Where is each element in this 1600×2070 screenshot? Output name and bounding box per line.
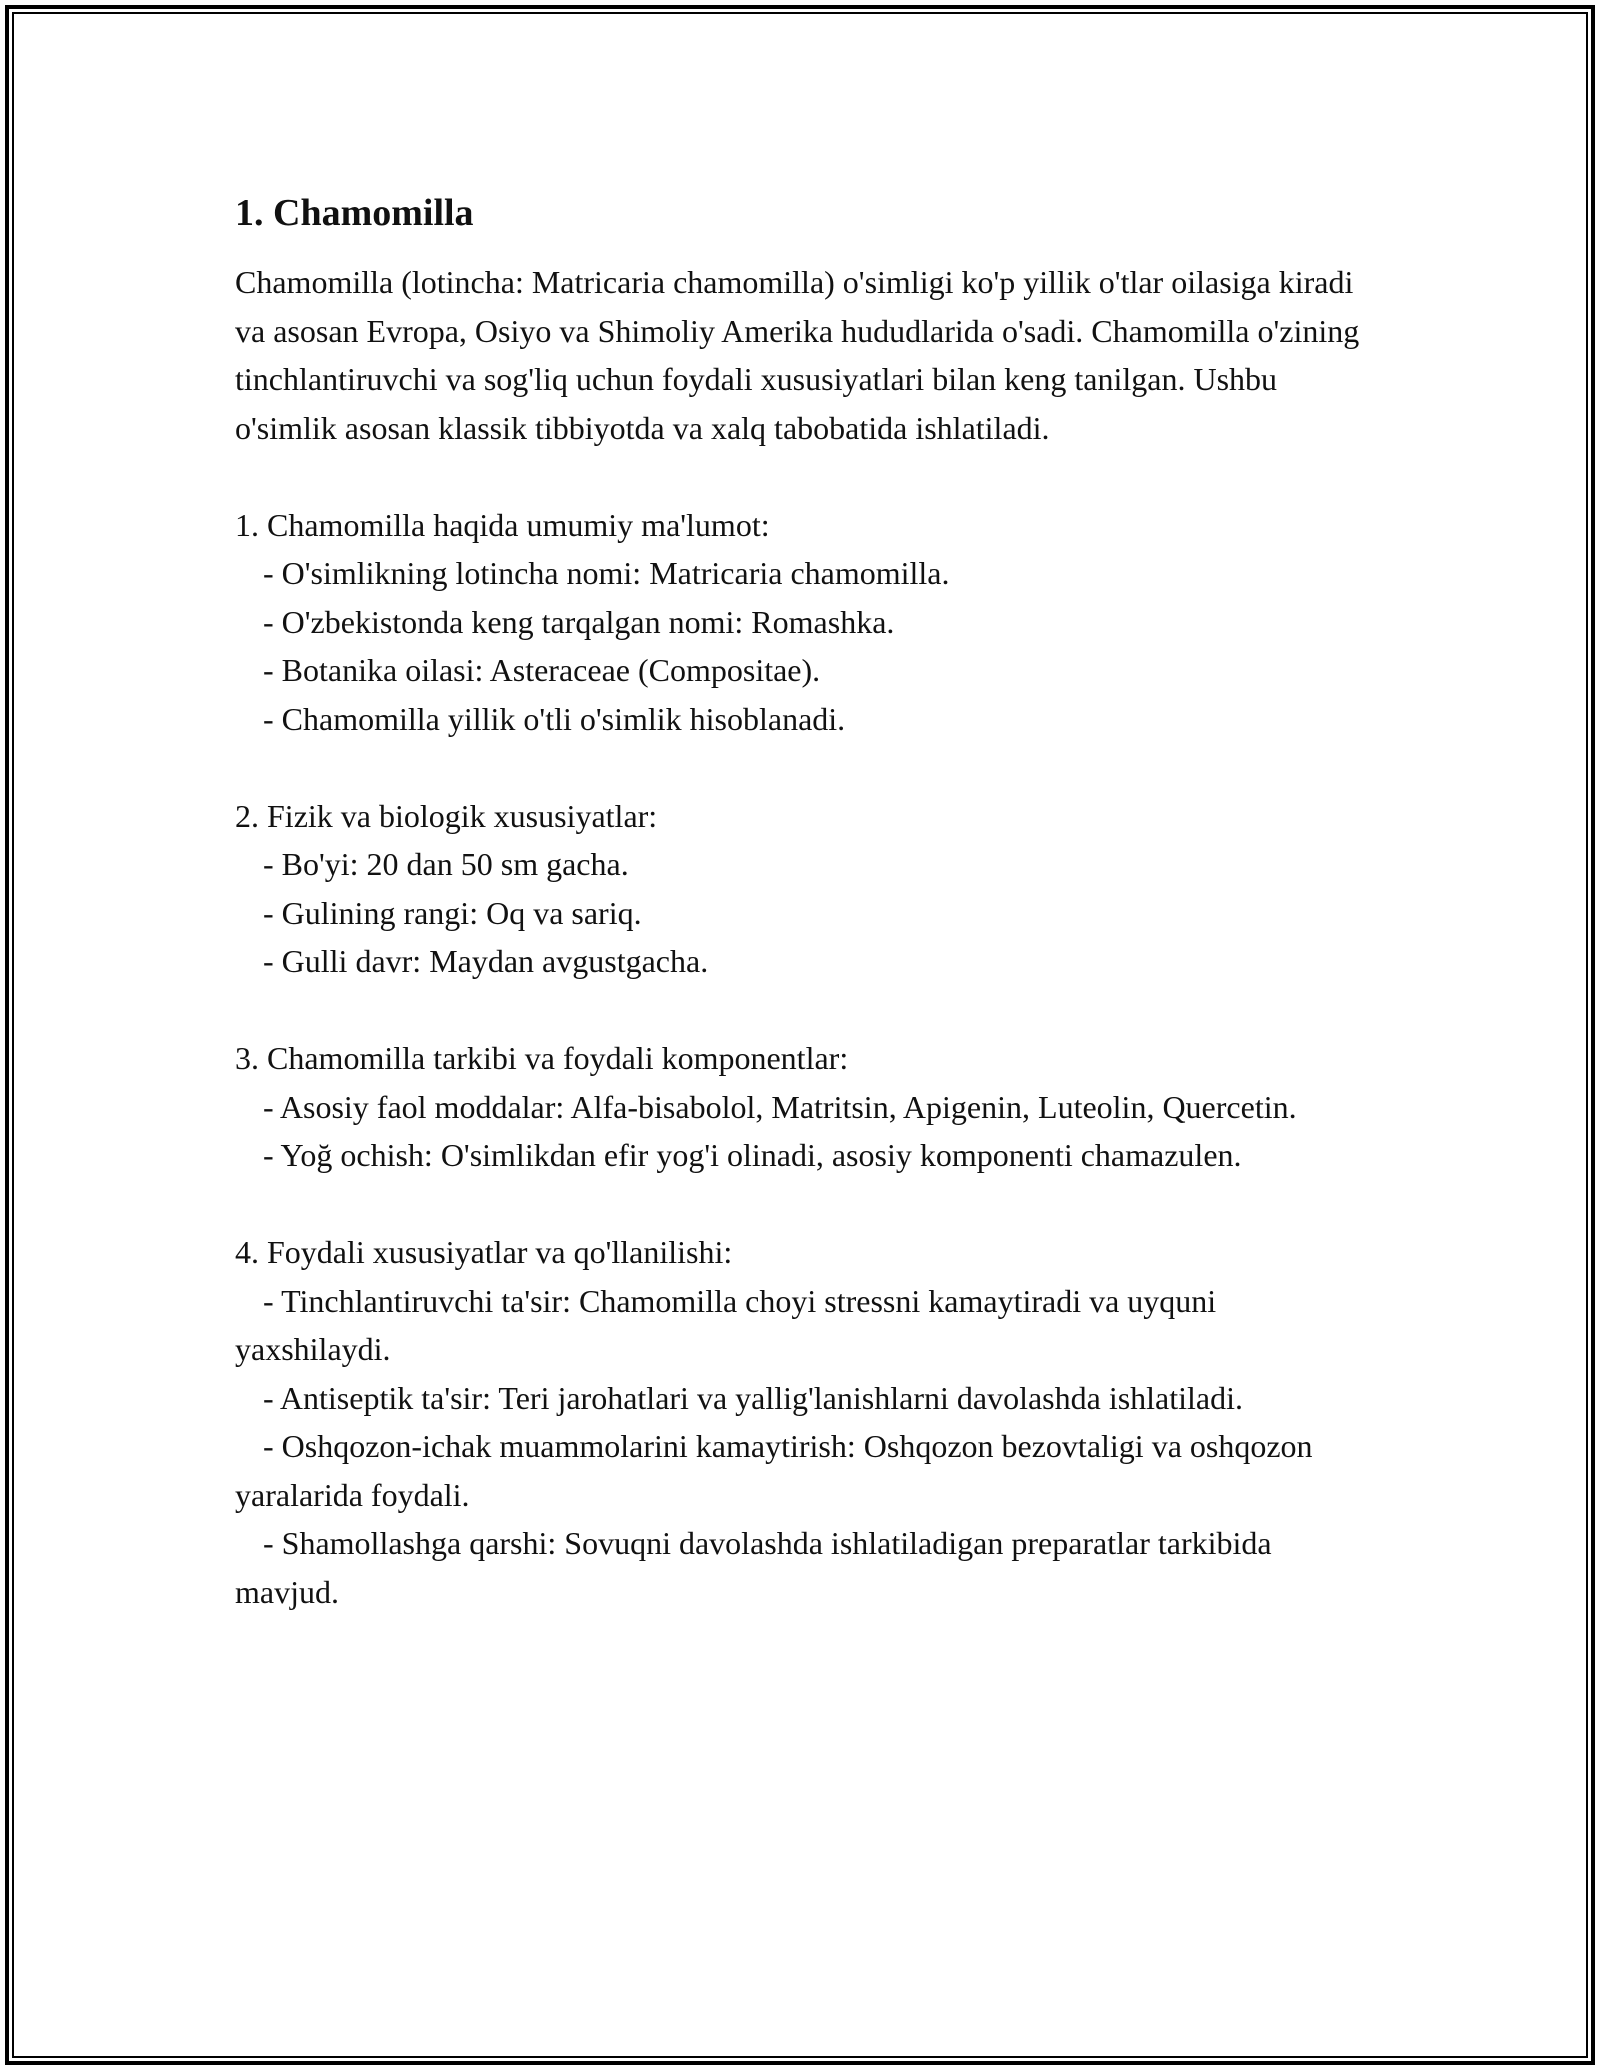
section-benefits bbox=[235, 1228, 1375, 1616]
list-item: - Chamomilla yillik o'tli o'simlik hisoblanadi. bbox=[263, 700, 846, 737]
list-item: - O'zbekistonda keng tarqalgan nomi: Romashka. bbox=[263, 603, 895, 640]
section-heading: 2. Fizik va biologik xususiyatlar: bbox=[235, 797, 658, 834]
section-heading: 3. Chamomilla tarkibi va foydali komponentlar: bbox=[235, 1040, 849, 1076]
list-item: - Yoğ ochish: O'simlikdan efir yog'i olinadi, asosiy komponenti chamazulen. bbox=[263, 1137, 1242, 1173]
section-general-info bbox=[235, 501, 1375, 744]
list-item: - Bo'yi: 20 dan 50 sm gacha. bbox=[263, 846, 629, 882]
list-item: - Antiseptik ta'sir: Teri jarohatlari va yallig'lanishlarni davolashda ishlatiladi. bbox=[263, 1379, 1244, 1416]
list-item: - Gulining rangi: Oq va sariq. bbox=[263, 894, 642, 931]
list-item: - Asosiy faol moddalar: Alfa-bisabolol, Matritsin, Apigenin, Luteolin, Quercetin. bbox=[263, 1088, 1297, 1125]
document-body bbox=[235, 190, 1375, 1616]
list-item: - Tinchlantiruvchi ta'sir: Chamomilla choyi stressni kamaytiradi va uyquni yaxshilaydi. bbox=[235, 1282, 1217, 1367]
list-item: - Gulli davr: Maydan avgustgacha. bbox=[263, 943, 709, 979]
list-item: - O'simlikning lotincha nomi: Matricaria chamomilla. bbox=[263, 555, 950, 591]
section-composition bbox=[235, 1034, 1375, 1180]
section-heading: 1. Chamomilla haqida umumiy ma'lumot: bbox=[235, 506, 770, 543]
intro-paragraph: Chamomilla (lotincha: Matricaria chamomilla) o'simligi ko'p yillik o'tlar oilasiga kiradi va asosan Evropa, Osiyo va Shimoliy Amerika hududlarida o'sadi. Chamomilla o'zining tinchlantiruvchi va sog'liq uchun foydali xususiyatlari bilan keng tanilgan. Ushbu o'simlik asosan klassik tibbiyotda va xalq tabobatida ishlatiladi. bbox=[235, 264, 1360, 446]
document-title: 1. Chamomilla bbox=[235, 192, 474, 234]
list-item: - Shamollashga qarshi: Sovuqni davolashda ishlatiladigan preparatlar tarkibida mavjud. bbox=[235, 1525, 1272, 1610]
list-item: - Botanika oilasi: Asteraceae (Compositae). bbox=[263, 652, 821, 688]
section-physical-properties bbox=[235, 792, 1375, 986]
section-heading: 4. Foydali xususiyatlar va qo'llanilishi: bbox=[235, 1234, 733, 1270]
list-item: - Oshqozon-ichak muammolarini kamaytirish: Oshqozon bezovtaligi va oshqozon yaralarida foydali. bbox=[235, 1428, 1313, 1513]
